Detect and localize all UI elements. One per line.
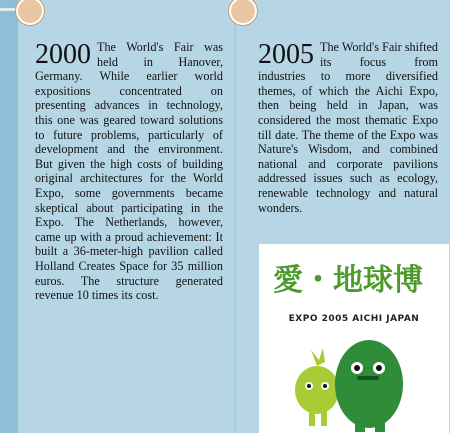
expo-2005-artwork: [259, 244, 449, 433]
entry-text: The World's Fair shifted its focus from industries to more diversified themes, of which the Aichi Expo, then being held in Japan, was considered the most thematic Expo till date. The theme of the Expo was Nature's Wisdom, and combined national and corporate pavilions addressed issues such as ecology, renewable technology and natural wonders.: [258, 40, 438, 215]
left-margin-strip: [0, 0, 18, 433]
entry-year: 2005: [258, 39, 314, 70]
expo-logo-kanji: 愛・地球博: [273, 263, 423, 298]
expo-logo-caption: EXPO 2005 AICHI JAPAN: [288, 314, 420, 324]
entry-2005: [258, 40, 438, 215]
mascots-illustration: [271, 330, 411, 433]
expo-logo: [273, 258, 437, 298]
entry-text: The World's Fair was held in Hanover, Germany. While earlier world expositions concentrated on presenting advances in technology, this one was geared toward solutions to future problems, particularly of development and the environment. But given the high costs of building original architectures for the World Expo, some governments became skeptical about participating in the Expo. The Netherlands, however, came up with a proud achievement: It built a 36-meter-high pavilion called Holland Creates Space for 35 million euros. The structure generated revenue 10 times its cost.: [35, 40, 223, 303]
entry-year: 2000: [35, 39, 91, 70]
entry-2000: [35, 40, 223, 303]
